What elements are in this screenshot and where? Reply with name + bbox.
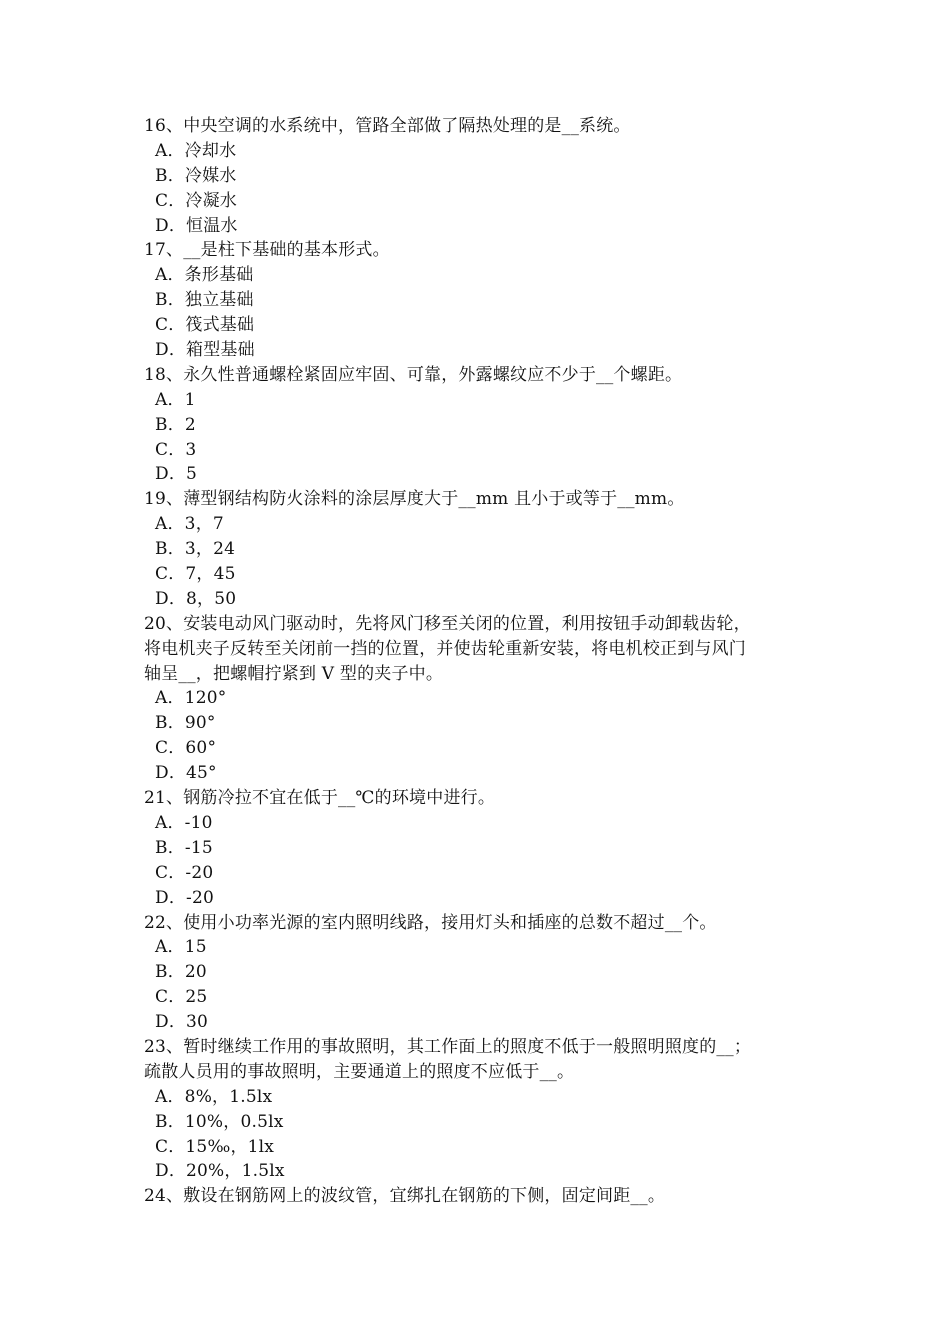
answer-option: A．冷却水 [155,140,237,161]
answer-option: D．箱型基础 [155,340,255,361]
answer-option: C．15‰，1lx [155,1136,275,1157]
question-text: 16、中央空调的水系统中，管路全部做了隔热处理的是__系统。 [144,116,631,136]
answer-option: C．60° [155,738,217,759]
question-text: 22、使用小功率光源的室内照明线路，接用灯头和插座的总数不超过__个。 [144,912,717,933]
answer-option: B．3，24 [155,539,236,560]
question-text: 24、敷设在钢筋网上的波纹管，宜绑扎在钢筋的下侧，固定间距__。 [144,1186,666,1207]
answer-option: D．5 [155,464,198,485]
answer-option: B．独立基础 [155,290,254,311]
answer-option: A．1 [155,389,196,410]
answer-option: D．45° [155,763,217,784]
question-text: 23、暂时继续工作用的事故照明，其工作面上的照度不低于一般照明照度的__； [144,1036,752,1057]
answer-option: A．120° [155,688,227,709]
answer-option: D．20%，1.5lx [155,1161,285,1182]
answer-option: D．-20 [155,887,215,908]
exam-document [144,114,824,1209]
answer-option: B．20 [155,962,207,983]
question-text: 疏散人员用的事故照明，主要通道上的照度不应低于__。 [144,1061,575,1082]
question-text: 20、安装电动风门驱动时，先将风门移至关闭的位置，利用按钮手动卸载齿轮， [144,613,751,634]
answer-option: B．90° [155,713,216,734]
question-block [144,786,824,910]
answer-option: B．-15 [155,837,213,858]
answer-option: B．2 [155,414,196,435]
question-block [144,1035,824,1184]
answer-option: C．冷凝水 [155,190,238,211]
answer-option: A．8%，1.5lx [155,1086,273,1107]
answer-option: A．15 [155,937,207,958]
answer-option: D．30 [155,1012,209,1033]
question-text: 18、永久性普通螺栓紧固应牢固、可靠，外露螺纹应不少于__个螺距。 [144,364,683,385]
answer-option: C．-20 [155,862,214,883]
question-block [144,612,824,786]
answer-option: A．3，7 [155,514,224,535]
question-block [144,363,824,487]
answer-option: B．冷媒水 [155,165,237,186]
question-text: 将电机夹子反转至关闭前一挡的位置，并使齿轮重新安装，将电机校正到与风门 [144,638,746,659]
question-block [144,238,824,362]
question-block [144,1184,824,1209]
question-text: 21、钢筋冷拉不宜在低于__℃的环境中进行。 [144,788,496,809]
answer-option: D．8，50 [155,588,237,609]
question-block [144,487,824,611]
answer-option: C．25 [155,987,208,1008]
question-block [144,114,824,238]
answer-option: A．条形基础 [155,265,254,286]
question-text: 19、薄型钢结构防火涂料的涂层厚度大于__mm 且小于或等于__mm。 [144,489,685,510]
answer-option: C．筏式基础 [155,315,255,336]
question-text: 轴呈__，把螺帽拧紧到 V 型的夹子中。 [144,663,444,684]
answer-option: D．恒温水 [155,215,238,236]
question-text: 17、__是柱下基础的基本形式。 [144,240,390,261]
answer-option: C．3 [155,439,197,460]
answer-option: B．10%，0.5lx [155,1111,284,1132]
answer-option: A．-10 [155,812,213,833]
question-block [144,911,824,1035]
answer-option: C．7，45 [155,564,236,585]
